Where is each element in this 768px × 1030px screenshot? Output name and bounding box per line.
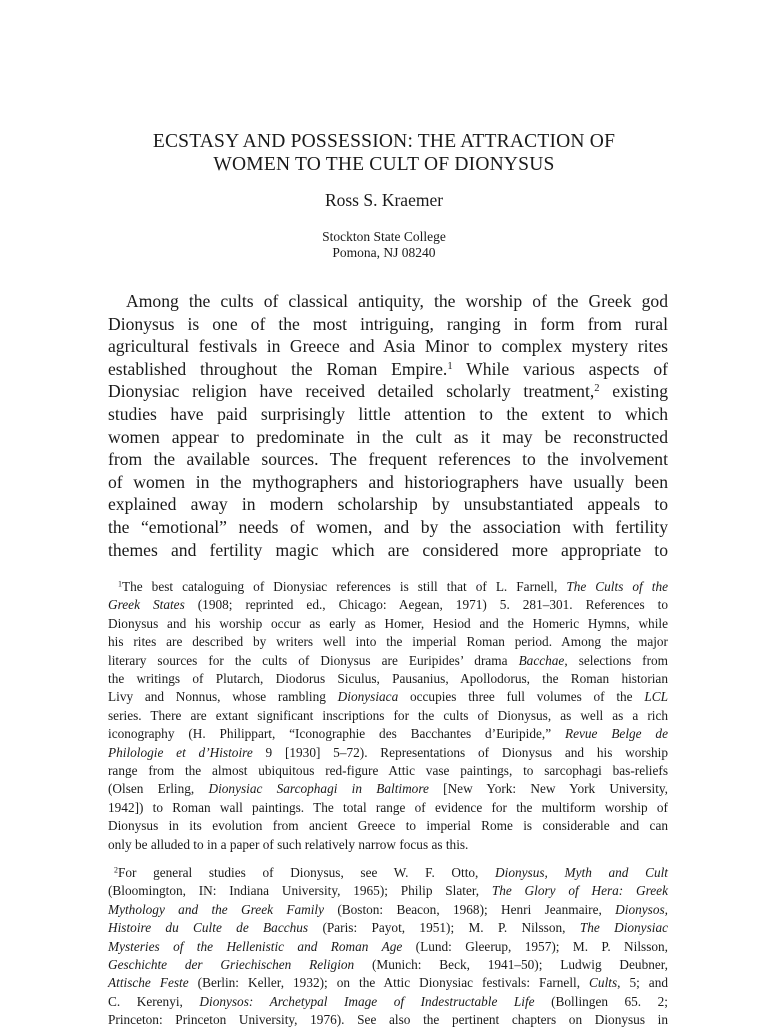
body-line: explained away in modern scholarship by unsubstantiated appeals to bbox=[108, 494, 668, 515]
body-line: Among the cults of classical antiquity, the worship of the Greek god bbox=[126, 291, 668, 311]
footnote-line: (Olsen Erling, Dionysiac Sarcophagi in Baltimore [New York: New York University, bbox=[108, 781, 668, 797]
footnote-line: Geschichte der Griechischen Religion (Munich: Beck, 1941–50); Ludwig Deubner, bbox=[108, 957, 668, 973]
footnote-line: his rites are described by writers well into the imperial Roman period. Among the major bbox=[108, 634, 668, 650]
body-line: Dionysus is one of the most intriguing, ranging in form from rural bbox=[108, 313, 668, 334]
footnote-line: range from the almost ubiquitous red-figure Attic vase paintings, to sarcophagi bas-reliefs bbox=[108, 763, 668, 779]
body-paragraph bbox=[108, 290, 668, 561]
footnote-line: 1942]) to Roman wall paintings. The total range of evidence for the multiform worship of bbox=[108, 799, 668, 815]
footnote-2 bbox=[108, 864, 668, 1030]
footnote-marker[interactable]: 2 bbox=[594, 383, 600, 395]
body-line: established throughout the Roman Empire.$^1$ While various aspects of bbox=[108, 358, 668, 379]
footnote-line: Attische Feste (Berlin: Keller, 1932); on the Attic Dionysiac festivals: Farnell, Cults, 5; and bbox=[108, 975, 669, 991]
body-line: Dionysiac religion have received detailed scholarly treatment,$^2$ existing bbox=[108, 381, 669, 402]
footnote-line: only be alluded to in a paper of such relatively narrow focus as this. bbox=[108, 836, 469, 852]
footnote-line: the writings of Plutarch, Diodorus Siculus, Pausanius, Apollodorus, the Roman historian bbox=[108, 671, 668, 687]
footnote-1 bbox=[108, 578, 668, 854]
footnote-line: $^2$For general studies of Dionysus, see W. F. Otto, Dionysus, Myth and Cult bbox=[114, 865, 668, 880]
body-line: the “emotional” needs of women, and by the association with fertility bbox=[108, 516, 668, 537]
body-line: agricultural festivals in Greece and Asia Minor to complex mystery rites bbox=[108, 336, 668, 357]
body-line: themes and fertility magic which are considered more appropriate to bbox=[108, 539, 668, 560]
body-line: from the available sources. The frequent references to the involvement bbox=[108, 449, 668, 470]
title-line: WOMEN TO THE CULT OF DIONYSUS bbox=[213, 154, 555, 175]
footnote-line: literary sources for the cults of Dionysus are Euripides’ drama Bacchae, selections from bbox=[108, 652, 668, 668]
body-line: studies have paid surprisingly little attention to the extent to which bbox=[108, 403, 668, 424]
footnote-line: Philologie et d’Histoire 9 [1930] 5–72). Representations of Dionysus and his worship bbox=[108, 744, 669, 760]
footnote-line: Mysteries of the Hellenistic and Roman Age (Lund: Gleerup, 1957); M. P. Nilsson, bbox=[108, 938, 668, 954]
footnote-line: $^1$The best cataloguing of Dionysiac references is still that of L. Farnell, The Cults of the bbox=[118, 579, 669, 594]
affiliation-line: Pomona, NJ 08240 bbox=[332, 245, 436, 260]
footnote-line: series. There are extant significant inscriptions for the cults of Dionysus, as well as a rich bbox=[108, 707, 668, 723]
footnote-line: Greek States (1908; reprinted ed., Chicago: Aegean, 1971) 5. 281–301. References to bbox=[108, 597, 669, 613]
footnote-line: C. Kerenyi, Dionysos: Archetypal Image of Indestructable Life (Bollingen 65. 2; bbox=[108, 993, 668, 1009]
footnote-line: Princeton: Princeton University, 1976). See also the pertinent chapters on Dionysus in bbox=[108, 1012, 668, 1028]
footnote-line: (Bloomington, IN: Indiana University, 1965); Philip Slater, The Glory of Hera: Greek bbox=[108, 883, 668, 899]
footnote-line: iconography (H. Philippart, “Iconographie des Bacchantes d’Euripide,” Revue Belge de bbox=[108, 726, 668, 742]
footnote-line: Mythology and the Greek Family (Boston: Beacon, 1968); Henri Jeanmaire, Dionysos, bbox=[108, 901, 668, 917]
article-title bbox=[80, 130, 688, 176]
body-line: women appear to predominate in the cult as it may be reconstructed bbox=[108, 426, 668, 447]
author-name: Ross S. Kraemer bbox=[324, 190, 444, 210]
title-line: ECSTASY AND POSSESSION: THE ATTRACTION OF bbox=[152, 131, 616, 152]
footnote-line: Dionysus and his worship occur as early as Homer, Hesiod and the Homeric Hymns, while bbox=[108, 615, 668, 631]
author-affiliation bbox=[80, 229, 688, 261]
body-line: of women in the mythographers and historiographers have usually been bbox=[108, 471, 668, 492]
affiliation-line: Stockton State College bbox=[322, 229, 446, 244]
footnote-line: Dionysus in its evolution from ancient Greece to imperial Rome is considerable and can bbox=[108, 818, 668, 834]
footnote-marker[interactable]: 1 bbox=[447, 360, 453, 372]
footnote-line: Livy and Nonnus, whose rambling Dionysiaca occupies three full volumes of the LCL bbox=[108, 689, 668, 705]
footnote-line: Histoire du Culte de Bacchus (Paris: Payot, 1951); M. P. Nilsson, The Dionysiac bbox=[108, 920, 669, 936]
